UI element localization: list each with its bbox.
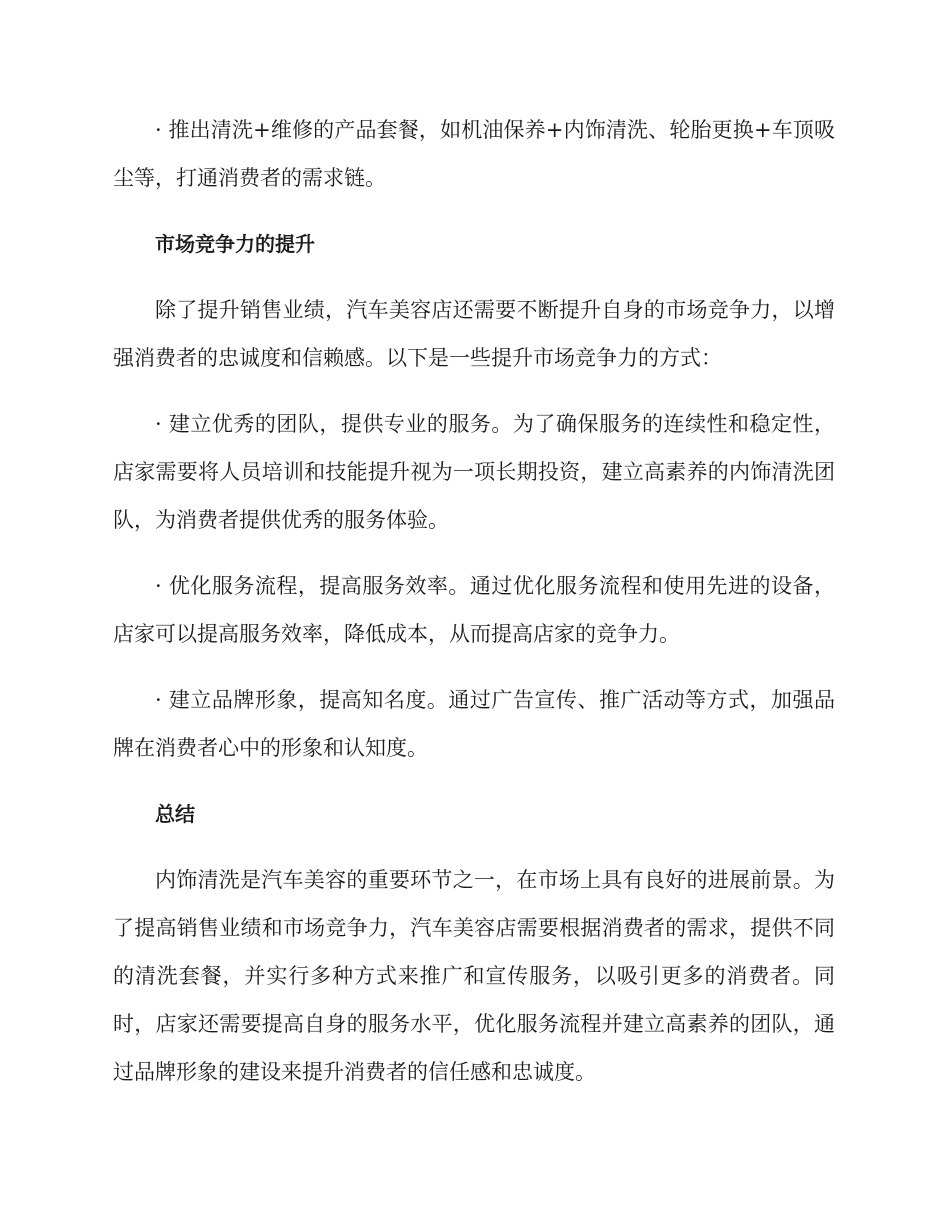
section-heading-competitiveness: 市场竞争力的提升 xyxy=(155,232,315,256)
bullet-paragraph-product-bundle: · 推出清洗+维修的产品套餐，如机油保养+内饰清洗、轮胎更换+车顶吸尘等，打通消费者的需求链。 xyxy=(113,118,835,190)
bullet-paragraph-process: · 优化服务流程，提高服务效率。通过优化服务流程和使用先进的设备，店家可以提高服务效率，降低成本，从而提高店家的竞争力。 xyxy=(113,574,835,646)
paragraph-competitiveness-intro: 除了提升销售业绩，汽车美容店还需要不断提升自身的市场竞争力，以增强消费者的忠诚度和信赖感。以下是一些提升市场竞争力的方式： xyxy=(113,298,835,370)
bullet-paragraph-brand: · 建立品牌形象，提高知名度。通过广告宣传、推广活动等方式，加强品牌在消费者心中的形象和认知度。 xyxy=(113,688,835,760)
paragraph-summary: 内饰清洗是汽车美容的重要环节之一，在市场上具有良好的进展前景。为了提高销售业绩和市场竞争力，汽车美容店需要根据消费者的需求，提供不同的清洗套餐，并实行多种方式来推广和宣传服务，以吸引更多的消费者。同时，店家还需要提高自身的服务水平，优化服务流程并建立高素养的团队，通过品牌形象的建设来提升消费者的信任感和忠诚度。 xyxy=(113,868,835,1084)
section-heading-summary: 总结 xyxy=(155,802,195,826)
document-page xyxy=(113,106,835,1114)
bullet-paragraph-team: · 建立优秀的团队，提供专业的服务。为了确保服务的连续性和稳定性，店家需要将人员培训和技能提升视为一项长期投资，建立高素养的内饰清洗团队，为消费者提供优秀的服务体验。 xyxy=(113,412,835,532)
